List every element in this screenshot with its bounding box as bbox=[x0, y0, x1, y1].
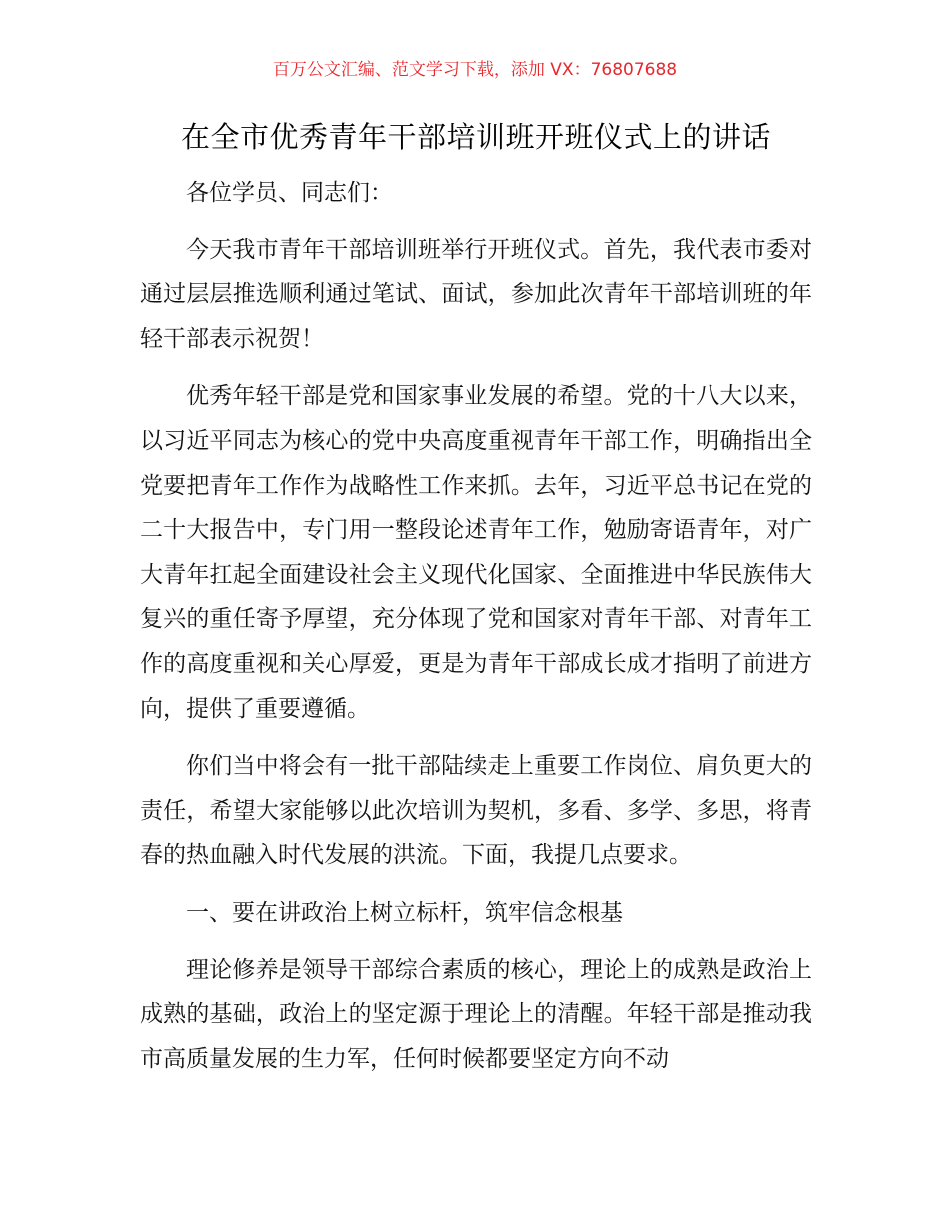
paragraph-youth-cadres: 优秀年轻干部是党和国家事业发展的希望。党的十八大以来，以习近平同志为核心的党中央高度重视青年干部工作，明确指出全党要把青年工作作为战略性工作来抓。去年，习近平总书记在党的二十大报告中，专门用一整段论述青年工作，勉励寄语青年，对广大青年扛起全面建设社会主义现代化国家、全面推进中华民族伟大复兴的重任寄予厚望，充分体现了党和国家对青年干部、对青年工作的高度重视和关心厚爱，更是为青年干部成长成才指明了前进方向，提供了重要遵循。 bbox=[140, 383, 812, 722]
paragraph-opening: 今天我市青年干部培训班举行开班仪式。首先，我代表市委对通过层层推选顺利通过笔试、面试，参加此次青年干部培训班的年轻干部表示祝贺！ bbox=[140, 236, 812, 352]
section-heading: 一、要在讲政治上树立标杆，筑牢信念根基 bbox=[186, 899, 623, 926]
section-paragraph: 理论修养是领导干部综合素质的核心，理论上的成熟是政治上成熟的基础，政治上的坚定源于理论上的清醒。年轻干部是推动我市高质量发展的生力军，任何时候都要坚定方向不动 bbox=[140, 956, 812, 1072]
salutation: 各位学员、同志们： bbox=[186, 180, 393, 206]
document-body bbox=[140, 171, 812, 1081]
document-page bbox=[140, 113, 812, 1094]
download-notice: 百万公文汇编、范文学习下载，添加 VX：76807688 bbox=[272, 60, 678, 80]
document-title: 在全市优秀青年干部培训班开班仪式上的讲话 bbox=[180, 120, 771, 154]
paragraph-expectations: 你们当中将会有一批干部陆续走上重要工作岗位、肩负更大的责任，希望大家能够以此次培训为契机，多看、多学、多思，将青春的热血融入时代发展的洪流。下面，我提几点要求。 bbox=[140, 753, 812, 869]
